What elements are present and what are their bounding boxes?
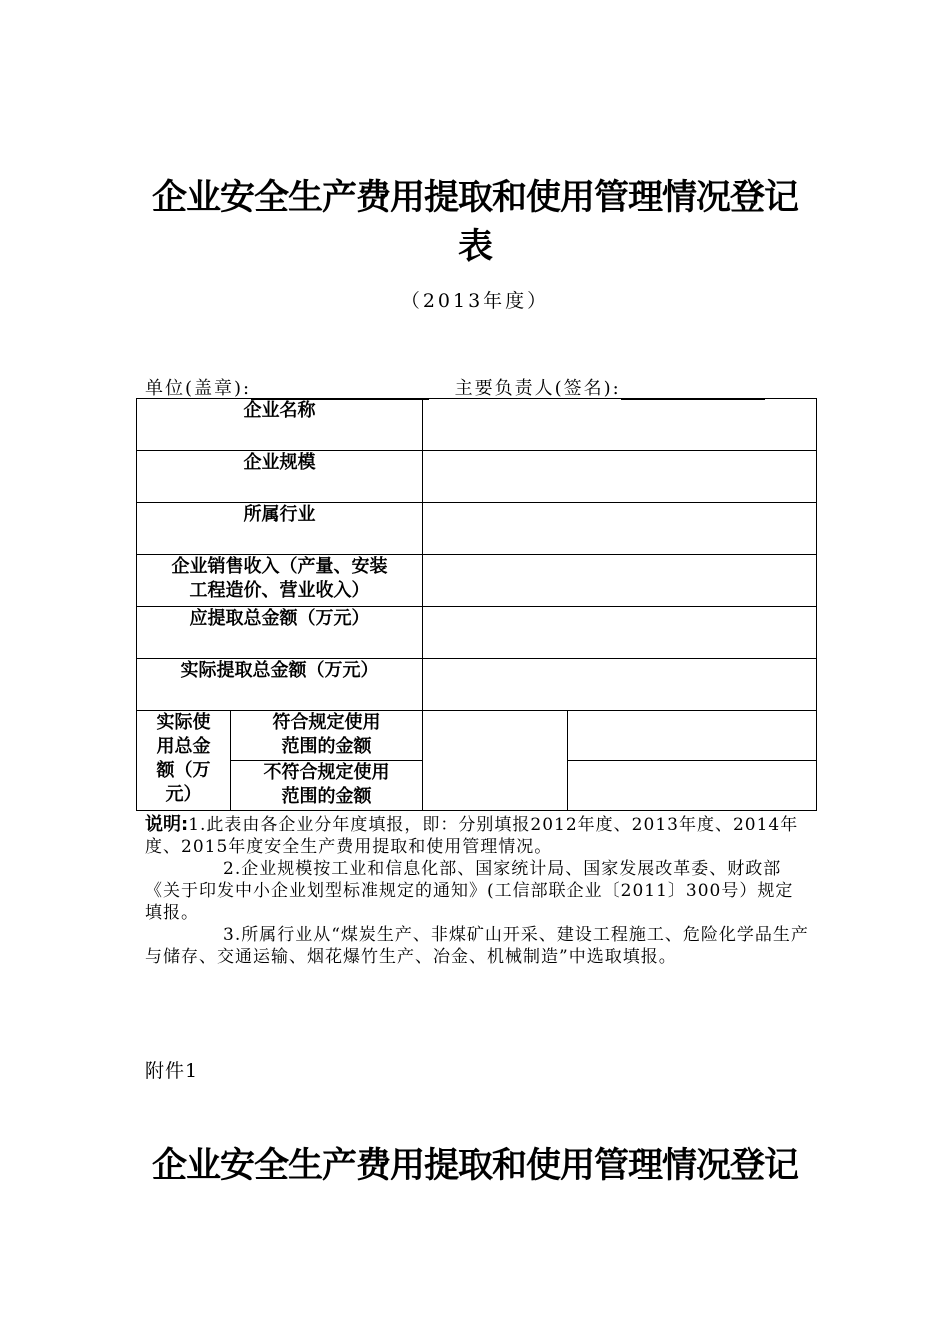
value-industry <box>423 503 817 555</box>
row-label-actual-usage: 实际使 用总金 额（万 元） <box>137 711 231 811</box>
value-compliant-amount <box>568 711 817 761</box>
leader-blank <box>621 379 765 400</box>
row-label-actual-extract: 实际提取总金额（万元） <box>137 659 423 711</box>
form-title-repeat: 企业安全生产费用提取和使用管理情况登记 <box>151 1146 798 1186</box>
table-row <box>137 503 817 555</box>
table-row <box>137 711 817 761</box>
form-year: （2013年度） <box>400 290 550 312</box>
unit-blank <box>251 379 429 400</box>
leader-label: 主要负责人(签名): <box>454 378 621 399</box>
note-1: 说明:1.此表由各企业分年度填报，即：分别填报2012年度、2013年度、2014年度、2015年度安全生产费用提取和使用管理情况。 <box>145 814 799 857</box>
notes-section <box>145 814 810 968</box>
registration-table <box>136 398 817 811</box>
value-actual-extract <box>423 659 817 711</box>
row-label-should-extract: 应提取总金额（万元） <box>137 607 423 659</box>
unit-label: 单位(盖章): <box>145 378 252 399</box>
table-row <box>137 399 817 451</box>
table-row <box>137 659 817 711</box>
attachment-label: 附件1 <box>145 1060 199 1082</box>
table-row <box>137 555 817 607</box>
table-row <box>137 451 817 503</box>
note-3: 3.所属行业从“煤炭生产、非煤矿山开采、建设工程施工、危险化学品生产与储存、交通运输、烟花爆竹生产、冶金、机械制造”中选取填报。 <box>145 925 809 967</box>
value-enterprise-scale <box>423 451 817 503</box>
row-label-industry: 所属行业 <box>137 503 423 555</box>
row-label-enterprise-name: 企业名称 <box>137 399 423 451</box>
form-title-line-2: 表 <box>457 227 492 267</box>
table-row <box>137 607 817 659</box>
row-label-compliant-amount: 符合规定使用 范围的金额 <box>231 711 423 761</box>
value-enterprise-name <box>423 399 817 451</box>
value-sales-revenue <box>423 555 817 607</box>
value-noncompliant-amount <box>568 761 817 811</box>
row-label-enterprise-scale: 企业规模 <box>137 451 423 503</box>
note-2: 2.企业规模按工业和信息化部、国家统计局、国家发展改革委、财政部《关于印发中小企业划型标准规定的通知》(工信部联企业〔2011〕300号）规定填报。 <box>145 859 794 923</box>
notes-lead: 说明: <box>145 814 189 835</box>
form-title-line-1: 企业安全生产费用提取和使用管理情况登记 <box>151 178 798 218</box>
row-label-sales-revenue: 企业销售收入（产量、安装 工程造价、营业收入） <box>137 555 423 607</box>
value-should-extract <box>423 607 817 659</box>
value-usage-total <box>423 711 568 811</box>
row-label-noncompliant-amount: 不符合规定使用 范围的金额 <box>231 761 423 811</box>
signature-line <box>145 374 765 400</box>
